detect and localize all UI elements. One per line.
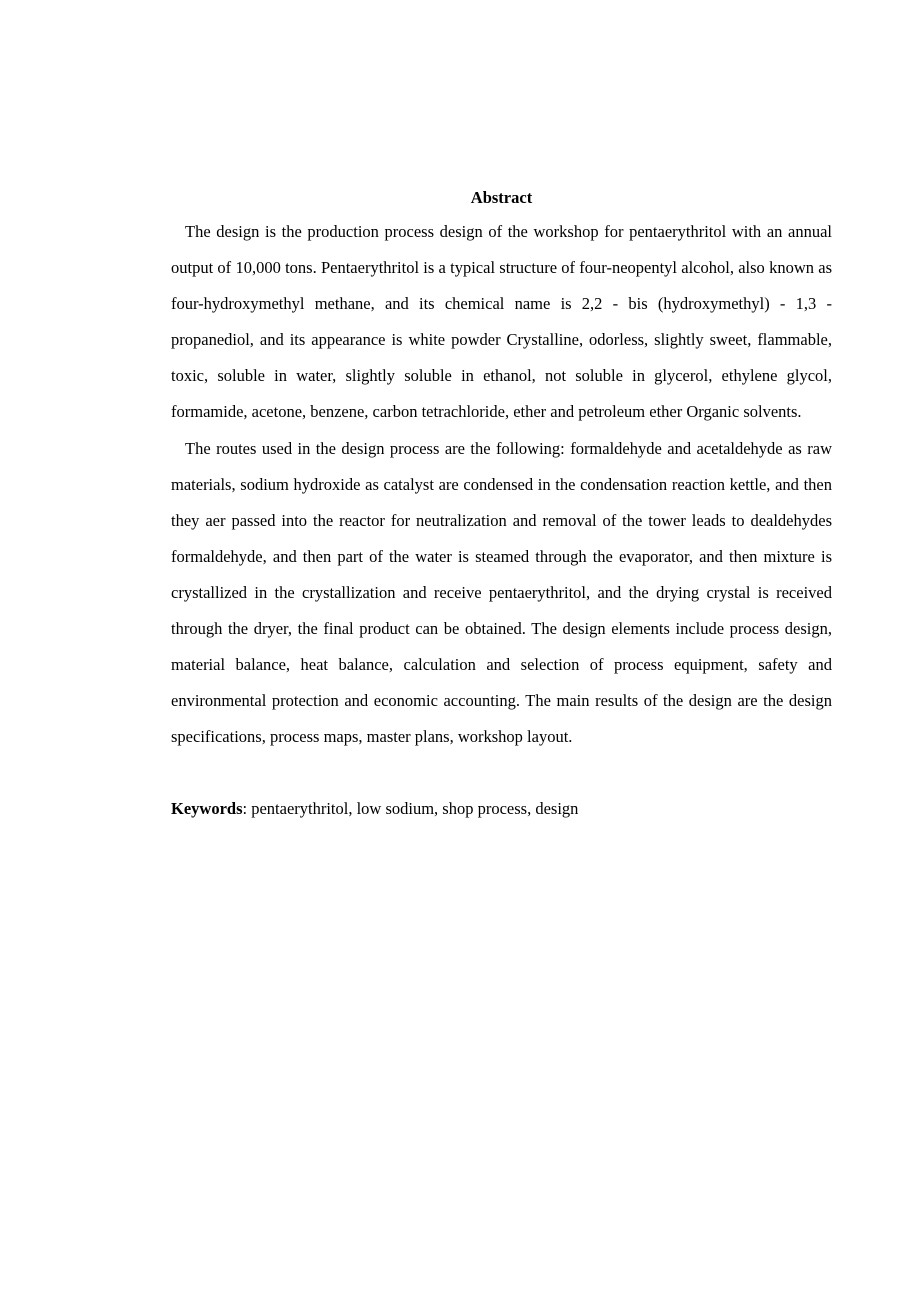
document-page — [171, 186, 832, 827]
keywords-text: : pentaerythritol, low sodium, shop process, design — [242, 799, 579, 819]
keywords-line — [171, 791, 832, 827]
keywords-label: Keywords — [171, 799, 243, 819]
abstract-paragraph-1: The design is the production process design of the workshop for pentaerythritol with an annual output of 10,000 tons. Pentaerythritol is a typical structure of four-neopentyl alcohol, also known as four-hydroxymethyl methane, and its chemical name is 2,2 - bis (hydroxymethyl) - 1,3 - propanediol, and its appearance is white powder Crystalline, odorless, slightly sweet, flammable, toxic, soluble in water, slightly soluble in ethanol, not soluble in glycerol, ethylene glycol, formamide, acetone, benzene, carbon tetrachloride, ether and petroleum ether Organic solvents. — [171, 222, 832, 422]
abstract-paragraph-2: The routes used in the design process are the following: formaldehyde and acetaldehyde as raw materials, sodium hydroxide as catalyst are condensed in the condensation reaction kettle, and then they aer passed into the reactor for neutralization and removal of the tower leads to dealdehydes formaldehyde, and then part of the water is steamed through the evaporator, and then mixture is crystallized in the crystallization and receive pentaerythritol, and the drying crystal is received through the dryer, the final product can be obtained. The design elements include process design, material balance, heat balance, calculation and selection of process equipment, safety and environmental protection and economic accounting. The main results of the design are the design specifications, process maps, master plans, workshop layout. — [171, 438, 832, 747]
abstract-title: Abstract — [470, 188, 533, 207]
